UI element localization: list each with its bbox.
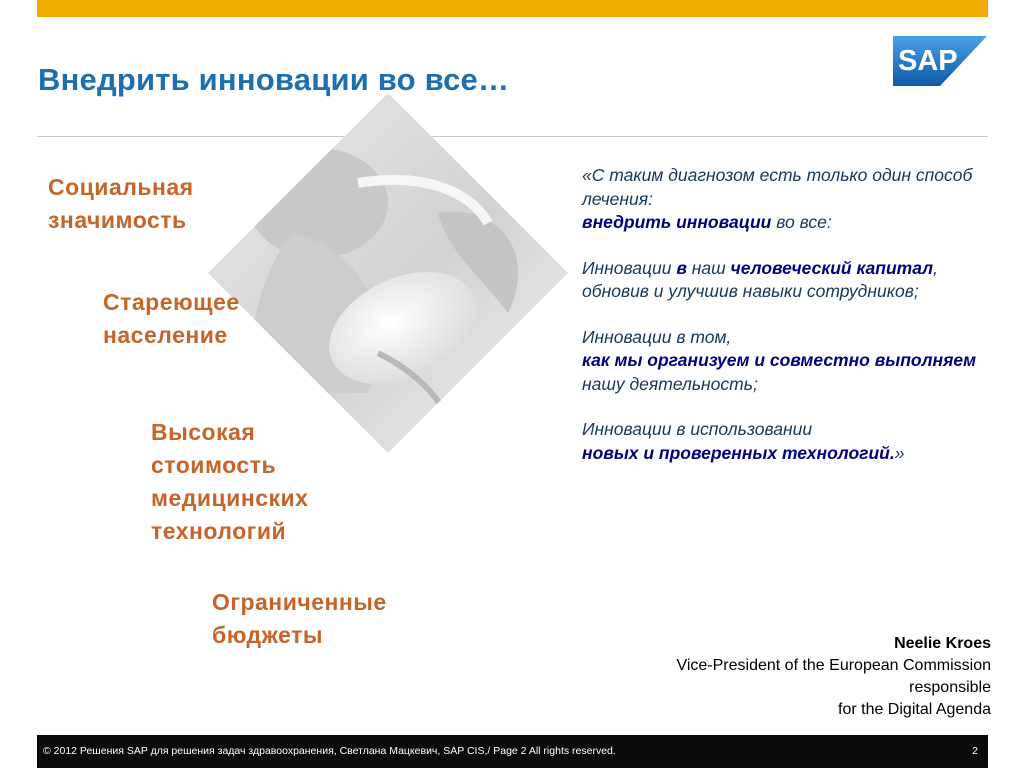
quote-text: нашу деятельность;: [582, 373, 758, 394]
point-line: значимость: [48, 207, 187, 233]
quote-block: [582, 164, 992, 465]
point-social-significance: [48, 171, 194, 237]
quote-attribution: [676, 633, 991, 721]
top-accent-bar: [37, 0, 988, 17]
quote-paragraph: [582, 418, 992, 465]
point-line: бюджеты: [212, 622, 324, 648]
point-line: Стареющее: [103, 289, 240, 315]
quote-paragraph: [582, 164, 992, 235]
author-role: responsible: [909, 679, 991, 696]
footer-copyright: © 2012 Решения SAP для решения задач здравоохранения, Светлана Мацкевич, SAP CIS,/ Page 2 All rights reserved.: [43, 745, 616, 757]
quote-emphasis: внедрить инновации: [582, 212, 772, 232]
author-role: for the Digital Agenda: [838, 701, 991, 718]
quote-emphasis: в: [676, 257, 687, 278]
point-high-tech-cost: [151, 416, 308, 548]
point-aging-population: [103, 286, 240, 352]
quote-paragraph: [582, 257, 992, 304]
author-role: Vice-President of the European Commission: [676, 657, 991, 674]
sap-logo-text: SAP: [898, 45, 958, 77]
sap-logo-registered: ®: [950, 75, 956, 84]
page-number: 2: [972, 745, 978, 757]
quote-text: Инновации: [582, 257, 677, 278]
footer-bar: [37, 735, 988, 768]
point-line: технологий: [151, 518, 287, 544]
quote-text: наш: [686, 257, 731, 278]
quote-emphasis: человеческий капитал: [730, 257, 934, 278]
quote-text: »: [894, 442, 905, 463]
author-name: Neelie Kroes: [894, 635, 991, 652]
quote-text: во все:: [771, 212, 832, 232]
slide-title: Внедрить инновации во все…: [38, 62, 510, 97]
point-line: стоимость: [151, 452, 277, 478]
quote-text: Инновации в том,: [582, 326, 732, 347]
quote-emphasis: новых и проверенных технологий.: [582, 442, 895, 463]
quote-text: «С таким диагнозом есть только один способ лечения:: [582, 165, 973, 209]
point-limited-budgets: [212, 586, 387, 652]
quote-text: Инновации в использовании: [582, 419, 813, 439]
medical-photo-diamond: [208, 93, 568, 453]
point-line: медицинских: [151, 485, 309, 511]
point-line: Высокая: [151, 419, 256, 445]
quote-paragraph: [582, 326, 992, 397]
point-line: население: [103, 322, 228, 348]
sap-logo: [893, 36, 987, 86]
quote-text: , обновив и улучшив навыки сотрудников;: [582, 257, 938, 301]
point-line: Социальная: [48, 174, 194, 200]
point-line: Ограниченные: [212, 589, 387, 615]
quote-emphasis: как мы организуем и совместно выполняем: [582, 350, 977, 370]
